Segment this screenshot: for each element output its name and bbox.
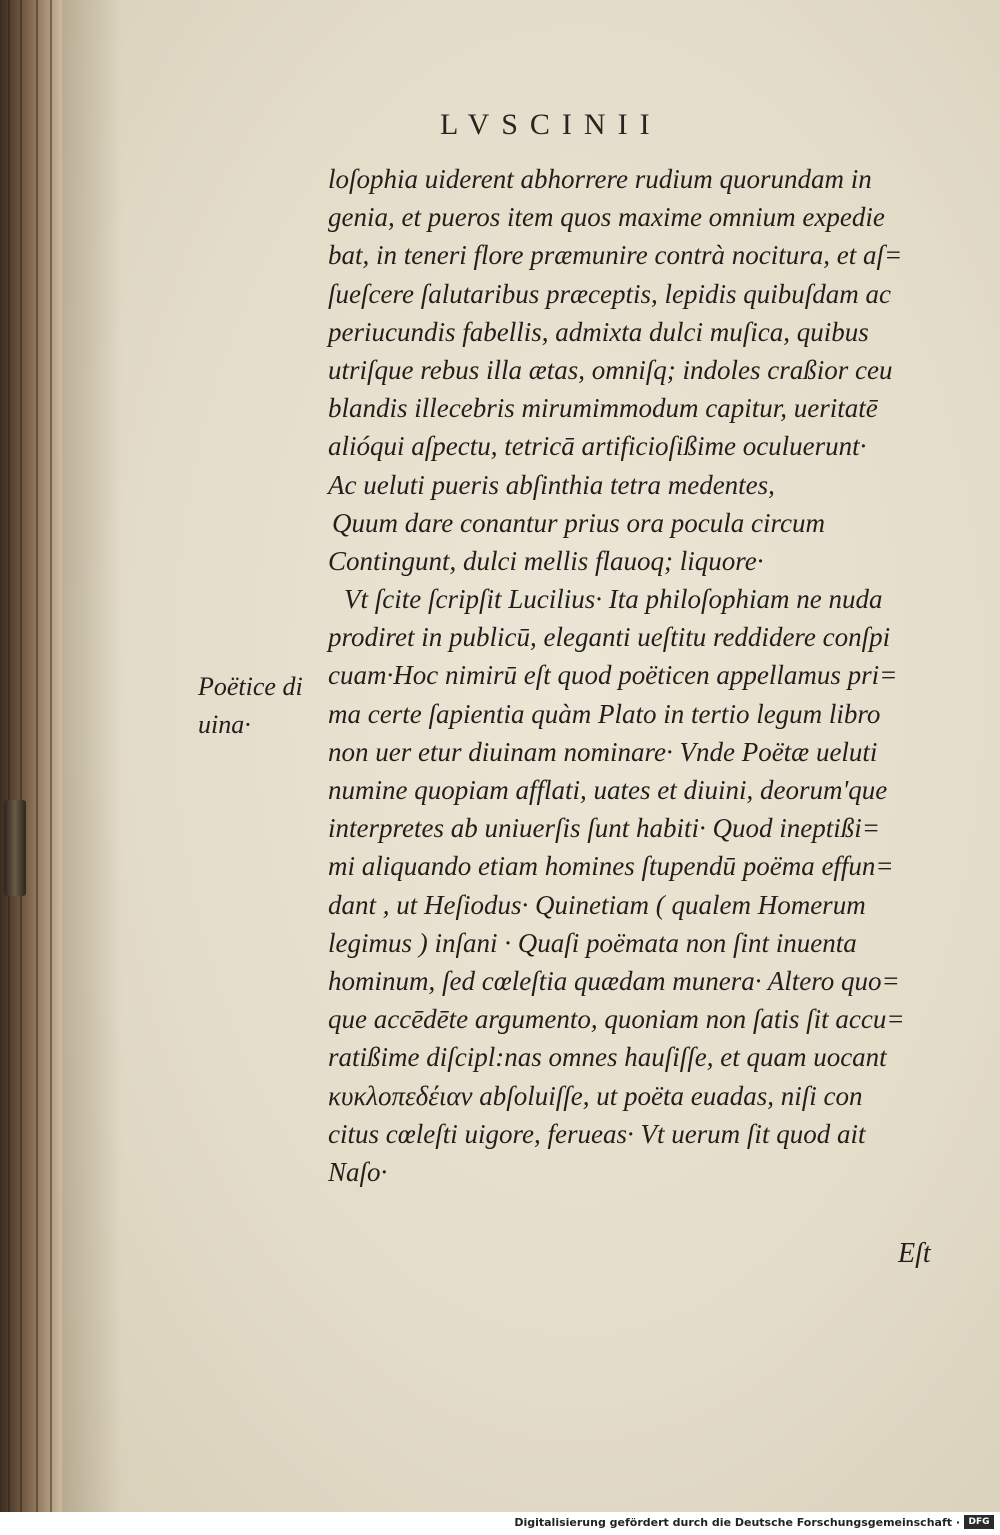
- text-line: cuam·Hoc nimirū eſt quod poëticen appellamus pri=: [328, 660, 898, 691]
- text-line: legimus ) inſani · Quaſi poëmata non ſint inuenta: [328, 927, 857, 958]
- spine-edge-line: [36, 0, 38, 1512]
- text-line: Naſo·: [328, 1156, 388, 1187]
- text-line: non uer etur diuinam nominare· Vnde Poëtæ ueluti: [328, 736, 878, 767]
- text-line: κυκλοπεδέιαν abſoluiſſe, ut poëta euadas, niſi con: [328, 1080, 863, 1111]
- text-line: utriſque rebus illa ætas, omniſq; indoles craßior ceu: [328, 354, 893, 385]
- footer-bar: [0, 1512, 1000, 1535]
- marginal-line: Poëtice di: [198, 672, 303, 701]
- text-line: loſophia uiderent abhorrere rudium quorundam in: [328, 164, 872, 194]
- text-line: dant , ut Heſiodus· Quinetiam ( qualem Homerum: [328, 889, 866, 920]
- text-line: citus cœleſti uigore, ferueas· Vt uerum ſit quod ait: [328, 1118, 866, 1149]
- spine-edge-line: [50, 0, 52, 1512]
- text-line: blandis illecebris mirumimmodum capitur, ueritatē: [328, 393, 878, 424]
- spine-edge-line: [20, 0, 22, 1512]
- text-line: ratißime diſcipl:nas omnes hauſiſſe, et quam uocant: [328, 1042, 887, 1073]
- text-line: Ac ueluti pueris abſinthia tetra medentes,: [328, 469, 775, 500]
- text-line: que accēdēte argumento, quoniam non ſatis ſit accu=: [328, 1004, 905, 1035]
- spine-edge-line: [8, 0, 10, 1512]
- text-line: mi aliquando etiam homines ſtupendū poëma effun=: [328, 851, 894, 882]
- text-line: prodiret in publicū, eleganti ueſtitu reddidere conſpi: [328, 622, 891, 653]
- running-head: LVSCINII: [440, 108, 662, 141]
- book-spine: [0, 0, 62, 1512]
- text-line: ma certe ſapientia quàm Plato in tertio legum libro: [328, 698, 881, 729]
- text-line: Quum dare conantur prius ora pocula circum: [332, 507, 825, 538]
- text-line: hominum, ſed cœleſtia quædam munera· Altero quo=: [328, 965, 900, 996]
- text-line: Contingunt, dulci mellis flauoq; liquore·: [328, 545, 764, 576]
- catchword: Eſt: [898, 1238, 931, 1269]
- marginal-note: [198, 668, 328, 744]
- text-line: periucundis fabellis, admixta dulci muſica, quibus: [328, 316, 869, 347]
- funding-credit: Digitalisierung gefördert durch die Deutsche Forschungsgemeinschaft ·: [514, 1516, 960, 1529]
- text-line: alióqui aſpectu, tetricā artificioſißime oculuerunt·: [328, 431, 867, 462]
- text-line: bat, in teneri flore præmunire contrà nocitura, et aſ=: [328, 240, 903, 271]
- dfg-logo: DFG: [964, 1515, 994, 1529]
- gutter-shadow: [62, 0, 122, 1512]
- marginal-line: uina·: [198, 710, 251, 739]
- body-text: [328, 160, 960, 1191]
- text-line: Vt ſcite ſcripſit Lucilius· Ita philoſophiam ne nuda: [344, 584, 883, 615]
- text-line: ſueſcere ſalutaribus præceptis, lepidis quibuſdam ac: [328, 278, 891, 309]
- text-line: interpretes ab uniuerſis ſunt habiti· Quod ineptißi=: [328, 813, 880, 844]
- text-line: numine quopiam afflati, uates et diuini, deorum'que: [328, 775, 888, 805]
- text-line: genia, et pueros item quos maxime omnium expedie: [328, 202, 885, 233]
- clasp-strap: [4, 800, 26, 896]
